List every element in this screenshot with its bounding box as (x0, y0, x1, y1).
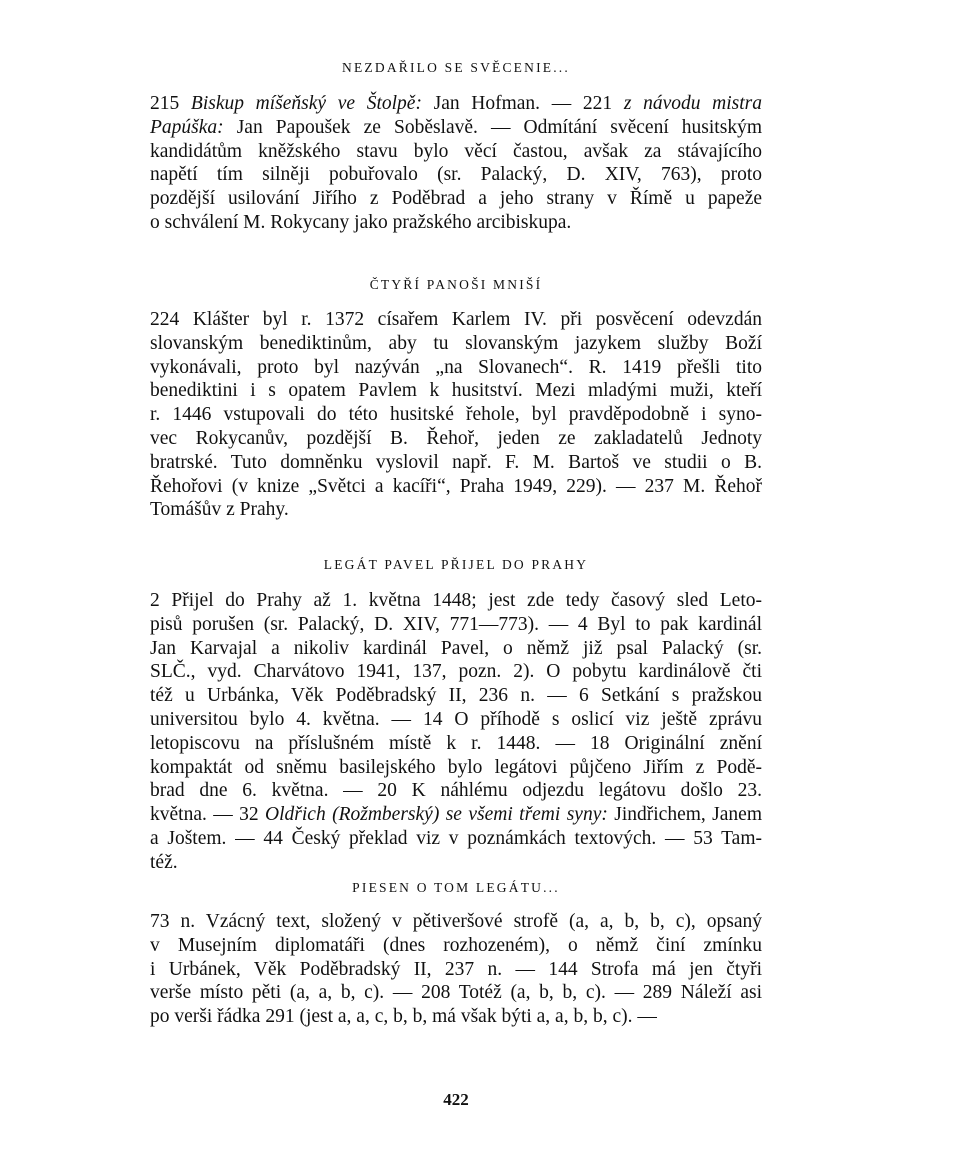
text-line (150, 779, 762, 803)
text-segment: letopiscovu na příslušném místě k r. 1448. — 18 Originální znění (150, 732, 762, 754)
text-segment: napětí tím silněji pobuřovalo (sr. Palacký, D. XIV, 763), proto (150, 164, 762, 186)
text-line (150, 403, 762, 427)
text-segment: Jan Hofman. — 221 (421, 93, 624, 114)
text-segment: v Musejním diplomatáři (dnes rozhozeném), o němž činí zmínku (150, 934, 762, 956)
text-segment: i Urbánek, Věk Poděbradský II, 237 n. — 144 Strofa má jen čtyři (150, 958, 762, 980)
text-line (150, 958, 762, 982)
text-segment: universitou bylo 4. května. — 14 O příhodě s oslicí viz ještě zprávu (150, 708, 762, 730)
section-heading-piesen: PIESEN O TOM LEGÁTU... (352, 880, 560, 895)
text-segment: bratrské. Tuto domněnku vyslovil např. F. M. Bartoš ve studii o B. (150, 451, 762, 473)
text-segment: 2 Přijel do Prahy až 1. května 1448; jest zde tedy časový sled Leto- (150, 590, 762, 611)
text-line (150, 498, 762, 522)
text-line (150, 589, 762, 613)
text-line (150, 475, 762, 499)
italic-segment: Papúška: (150, 116, 224, 138)
text-line (150, 140, 762, 164)
section-heading-legat: LEGÁT PAVEL PŘIJEL DO PRAHY (323, 557, 589, 572)
text-segment: května. — 32 (150, 804, 266, 826)
text-segment: 73 n. Vzácný text, složený v pětiveršové strofě (a, a, b, b, c), opsaný (150, 911, 762, 932)
text-segment: Jan Papoušek ze Soběslavě. — Odmítání svěcení husitským (223, 116, 762, 138)
section-text-nezdarilo (150, 92, 762, 235)
text-line (150, 803, 762, 827)
text-line (150, 732, 762, 756)
text-line (150, 934, 762, 958)
text-line (150, 613, 762, 637)
text-line (150, 637, 762, 661)
text-line (150, 981, 762, 1005)
text-segment: SLČ., vyd. Charvátovo 1941, 137, pozn. 2). O pobytu kardinálově čti (150, 661, 762, 683)
italic-segment: z návodu mistra (623, 93, 763, 114)
text-segment: též. (150, 851, 178, 873)
section-text-panosi (150, 308, 762, 522)
text-segment: verše místo pěti (a, a, b, c). — 208 Totéž (a, b, b, c). — 289 Náleží asi (150, 982, 762, 1004)
text-line (150, 708, 762, 732)
text-line (150, 910, 762, 934)
text-line (150, 1005, 762, 1029)
text-segment: Řehořovi (v knize „Světci a kacíři“, Praha 1949, 229). — 237 M. Řehoř (150, 475, 762, 497)
text-line (150, 427, 762, 451)
text-segment: pozdější usilování Jiřího z Poděbrad a jeho strany v Římě u papeže (150, 188, 762, 210)
text-segment: 215 (150, 93, 191, 114)
text-line (150, 332, 762, 356)
text-line (150, 756, 762, 780)
text-segment: vec Rokycanův, pozdější B. Řehoř, jeden ze zakladatelů Jednoty (150, 427, 762, 449)
text-segment: vykonávali, proto byl nazýván „na Slovanech“. R. 1419 přešli tito (150, 356, 762, 378)
section-heading-nezdarilo: NEZDAŘILO SE SVĚCENIE... (342, 60, 570, 75)
text-segment: Jindřichem, Janem (607, 804, 762, 826)
text-line (150, 379, 762, 403)
text-segment: pisů porušen (sr. Palacký, D. XIV, 771—773). — 4 Byl to pak kardinál (150, 613, 762, 635)
section-text-piesen (150, 910, 762, 1029)
text-line (150, 116, 762, 140)
text-line (150, 308, 762, 332)
italic-segment: Oldřich (Rožmberský) se všemi třemi syny: (265, 804, 608, 826)
text-segment: též u Urbánka, Věk Poděbradský II, 236 n. — 6 Setkání s pražskou (150, 685, 762, 707)
text-segment: po verši řádka 291 (jest a, a, c, b, b, má však býti a, a, b, b, c). — (150, 1006, 657, 1028)
text-line (150, 684, 762, 708)
text-line (150, 827, 762, 851)
page-number: 422 (443, 1090, 469, 1109)
text-segment: slovanským benediktinům, aby tu slovanským jazykem služby Boží (150, 332, 762, 354)
text-segment: brad dne 6. května. — 20 K náhlému odjezdu legátovu došlo 23. (150, 780, 762, 802)
text-line (150, 660, 762, 684)
text-segment: benediktini i s opatem Pavlem k husitství. Mezi mladými muži, kteří (150, 380, 762, 402)
text-segment: kandidátům kněžského stavu bylo věcí častou, avšak za stávajícího (150, 140, 762, 162)
text-segment: o schválení M. Rokycany jako pražského arcibiskupa. (150, 211, 572, 233)
text-segment: Tomášův z Prahy. (150, 499, 289, 521)
section-text-legat (150, 589, 762, 875)
text-line (150, 163, 762, 187)
text-line (150, 451, 762, 475)
text-segment: 224 Klášter byl r. 1372 císařem Karlem IV. při posvěcení odevzdán (150, 309, 762, 330)
text-line (150, 356, 762, 380)
text-segment: kompaktát od sněmu basilejského bylo legátovi půjčeno Jiřím z Podě- (150, 756, 762, 778)
text-line (150, 211, 762, 235)
italic-segment: Biskup míšeňský ve Štolpě: (190, 93, 422, 114)
section-heading-panosi: ČTYŘÍ PANOŠI MNIŠÍ (369, 277, 543, 292)
text-segment: Jan Karvajal a nikoliv kardinál Pavel, o němž již psal Palacký (sr. (150, 637, 762, 659)
text-segment: a Joštem. — 44 Český překlad viz v poznámkách textových. — 53 Tam- (150, 827, 762, 849)
text-line (150, 187, 762, 211)
text-line (150, 92, 762, 116)
text-line (150, 851, 762, 875)
text-segment: r. 1446 vstupovali do této husitské řehole, byl pravděpodobně i syno- (150, 404, 762, 426)
